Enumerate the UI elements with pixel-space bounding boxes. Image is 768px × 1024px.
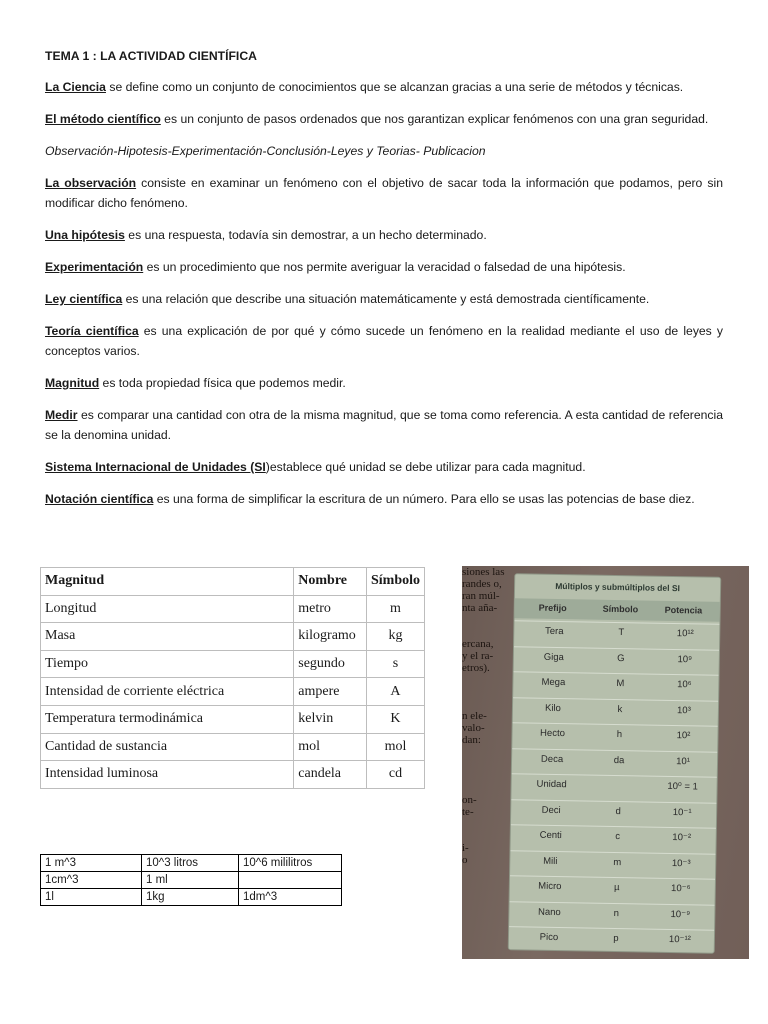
header-prefijo: Prefijo: [538, 602, 567, 614]
photo-text-line: [462, 770, 506, 782]
prefix-symbol: M: [616, 678, 625, 690]
definitions: [45, 77, 723, 509]
table-row: [41, 855, 342, 872]
simbolo-cell: mol: [366, 733, 424, 761]
definition-paragraph: [45, 257, 723, 277]
prefix-name: Hecto: [539, 727, 566, 740]
prefix-name: Giga: [543, 651, 564, 663]
photo-text-line: ran múl-: [462, 590, 500, 602]
prefix-power: 10⁻⁶: [670, 883, 691, 895]
prefix-power: 10⁻³: [671, 857, 691, 869]
magnitud-cell: Cantidad de sustancia: [41, 733, 294, 761]
definition-term: Magnitud: [45, 376, 100, 390]
simbolo-cell: K: [366, 705, 424, 733]
photo-text-line: nta aña-: [462, 602, 498, 614]
definition-paragraph: [45, 141, 723, 161]
prefix-name: Nano: [537, 906, 561, 918]
prefix-row: [510, 875, 715, 904]
nombre-cell: segundo: [294, 650, 367, 678]
definition-term: Sistema Internacional de Unidades (SI: [45, 460, 266, 474]
header-simbolo: Símbolo: [602, 603, 639, 615]
prefix-table-title: Múltiplos y submúltiplos del SI: [555, 580, 681, 594]
photo-text-line: [462, 830, 506, 842]
equivalence-cell: [239, 872, 342, 889]
definition-term: Experimentación: [45, 260, 144, 274]
equivalence-cell: 1kg: [142, 889, 239, 906]
prefix-row: [514, 646, 719, 675]
definition-paragraph: [45, 173, 723, 213]
equivalence-cell: 1dm^3: [239, 889, 342, 906]
prefix-name: Unidad: [536, 778, 567, 791]
definition-paragraph: [45, 289, 723, 309]
prefix-symbol: da: [613, 754, 625, 766]
prefix-row: [513, 671, 718, 700]
page-title: TEMA 1 : LA ACTIVIDAD CIENTÍFICA: [45, 49, 257, 63]
prefix-row: [512, 748, 717, 777]
photo-text-line: ercana,: [462, 638, 494, 650]
header-simbolo: Símbolo: [366, 568, 424, 596]
header-potencia: Potencia: [664, 604, 703, 616]
prefix-symbol: h: [616, 729, 623, 741]
photo-text-line: [462, 746, 506, 758]
prefix-name: Centi: [539, 829, 562, 842]
simbolo-cell: m: [366, 595, 424, 623]
definition-paragraph: [45, 457, 723, 477]
prefix-power: 10¹: [676, 755, 691, 767]
prefix-symbol: d: [615, 805, 621, 817]
simbolo-cell: s: [366, 650, 424, 678]
prefix-symbol: [594, 780, 644, 781]
table-row: [41, 623, 425, 651]
equivalence-cell: 1cm^3: [41, 872, 142, 889]
photo-text-line: [462, 698, 506, 710]
table-row: [41, 595, 425, 623]
photo-text-line: [462, 626, 506, 638]
photo-text-line: [462, 614, 506, 626]
prefix-power: 10²: [676, 730, 691, 742]
definition-paragraph: [45, 109, 723, 129]
prefix-symbol: k: [617, 703, 623, 715]
prefix-symbol: G: [617, 652, 625, 664]
photo-side-text: [462, 566, 506, 866]
prefix-symbol: µ: [613, 882, 620, 894]
definition-term: La observación: [45, 176, 137, 190]
photo-text-line: [462, 674, 506, 686]
magnitud-cell: Intensidad de corriente eléctrica: [41, 678, 294, 706]
document-body: [45, 46, 723, 521]
equivalence-cell: 1 ml: [142, 872, 239, 889]
magnitud-cell: Temperatura termodinámica: [41, 705, 294, 733]
prefix-name: Deci: [541, 804, 561, 816]
table-row: [41, 650, 425, 678]
nombre-cell: candela: [294, 761, 367, 789]
prefix-power: 10⁻⁹: [670, 908, 691, 920]
definition-text: )establece qué unidad se debe utilizar para cada magnitud.: [265, 460, 586, 474]
simbolo-cell: kg: [366, 623, 424, 651]
definition-text: se define como un conjunto de conocimientos que se alcanzan gracias a una serie de métodos y técnicas.: [105, 80, 684, 94]
prefix-row: [509, 901, 714, 930]
photo-text-line: [462, 758, 506, 770]
prefix-symbol: c: [615, 831, 621, 843]
prefix-row: [511, 773, 716, 802]
table-row: [41, 761, 425, 789]
definition-paragraph: [45, 405, 723, 445]
prefix-row: [512, 722, 717, 751]
simbolo-cell: A: [366, 678, 424, 706]
header-magnitud: Magnitud: [41, 568, 294, 596]
prefix-power: 10⁰ = 1: [667, 780, 698, 793]
definition-term: Ley científica: [45, 292, 123, 306]
prefix-name: Tera: [544, 625, 564, 638]
definition-text: es una forma de simplificar la escritura de un número. Para ello se usas las potencias de base diez.: [153, 492, 695, 506]
table-row: [41, 889, 342, 906]
table-header-row: [41, 568, 425, 596]
photo-text-line: valo-: [462, 722, 485, 734]
photo-text-line: [462, 782, 506, 794]
definition-paragraph: [45, 373, 723, 393]
nombre-cell: kilogramo: [294, 623, 367, 651]
prefix-power: 10¹²: [676, 628, 694, 640]
photo-text-line: etros).: [462, 662, 490, 674]
photo-text-line: o: [462, 854, 468, 866]
simbolo-cell: cd: [366, 761, 424, 789]
definition-term: Una hipótesis: [45, 228, 125, 242]
prefix-name: Mega: [541, 676, 566, 689]
definition-text: es comparar una cantidad con otra de la misma magnitud, que se toma como referencia. A esta cantidad de referencia se la denomina unidad.: [45, 408, 723, 442]
definition-text: consiste en examinar un fenómeno con el objetivo de sacar toda la información que podamos, pero sin modificar dicho fenómeno.: [45, 176, 723, 210]
prefix-power: 10³: [676, 704, 691, 716]
equivalence-cell: 10^6 mililitros: [239, 855, 342, 872]
prefix-power: 10⁻¹²: [668, 933, 691, 946]
prefix-table-header: [515, 598, 720, 622]
prefix-power: 10⁻¹: [672, 806, 692, 818]
photo-text-line: [462, 686, 506, 698]
photo-text-line: siones las: [462, 566, 505, 578]
photo-text-line: te-: [462, 806, 474, 818]
equivalence-table: [40, 854, 342, 906]
prefix-row: [509, 926, 714, 955]
definition-text: es una relación que describe una situación matemáticamente y está demostrada científicamente.: [122, 292, 650, 306]
prefix-row: [510, 850, 715, 879]
magnitud-cell: Masa: [41, 623, 294, 651]
definition-term: La Ciencia: [45, 80, 106, 94]
photo-text-line: on-: [462, 794, 477, 806]
definition-term: Teoría científica: [45, 324, 139, 338]
prefix-symbol: T: [618, 627, 625, 639]
table-row: [41, 872, 342, 889]
definition-text: Observación-Hipotesis-Experimentación-Conclusión-Leyes y Teorias- Publicacion: [45, 144, 486, 158]
prefix-power: 10⁶: [677, 679, 692, 691]
table-row: [41, 678, 425, 706]
prefix-power: 10⁻²: [672, 832, 692, 844]
photo-text-line: i-: [462, 842, 469, 854]
definition-term: Medir: [45, 408, 78, 422]
prefix-power: 10⁹: [677, 653, 693, 665]
prefix-name: Kilo: [544, 702, 561, 714]
photo-text-line: randes o,: [462, 578, 502, 590]
definition-text: es un conjunto de pasos ordenados que nos garantizan explicar fenómenos con una gran seguridad.: [160, 112, 709, 126]
prefix-name: Pico: [539, 931, 559, 944]
prefix-row: [514, 620, 719, 649]
photo-text-line: dan:: [462, 734, 481, 746]
definition-text: es toda propiedad física que podemos medir.: [99, 376, 346, 390]
prefix-name: Micro: [538, 880, 562, 893]
prefix-row: [513, 697, 718, 726]
definition-text: es una respuesta, todavía sin demostrar, a un hecho determinado.: [124, 228, 487, 242]
textbook-photo: [462, 566, 749, 959]
nombre-cell: mol: [294, 733, 367, 761]
prefix-name: Deca: [540, 753, 564, 765]
prefix-table: [509, 574, 721, 953]
definition-term: El método científico: [45, 112, 161, 126]
photo-text-line: n ele-: [462, 710, 487, 722]
nombre-cell: kelvin: [294, 705, 367, 733]
table-row: [41, 705, 425, 733]
magnitud-cell: Tiempo: [41, 650, 294, 678]
definition-text: es un procedimiento que nos permite averiguar la veracidad o falsedad de una hipótesis.: [143, 260, 626, 274]
definition-paragraph: [45, 489, 723, 509]
photo-text-line: y el ra-: [462, 650, 494, 662]
magnitud-cell: Longitud: [41, 595, 294, 623]
nombre-cell: metro: [294, 595, 367, 623]
magnitud-cell: Intensidad luminosa: [41, 761, 294, 789]
table-row: [41, 733, 425, 761]
prefix-row: [510, 824, 715, 853]
equivalence-cell: 10^3 litros: [142, 855, 239, 872]
definition-paragraph: [45, 321, 723, 361]
definition-paragraph: [45, 225, 723, 245]
prefix-symbol: m: [613, 856, 622, 868]
header-nombre: Nombre: [294, 568, 367, 596]
equivalence-cell: 1 m^3: [41, 855, 142, 872]
nombre-cell: ampere: [294, 678, 367, 706]
equivalence-cell: 1l: [41, 889, 142, 906]
definition-text: es una explicación de por qué y cómo sucede un fenómeno en la realidad mediante el uso de leyes y conceptos varios.: [45, 324, 724, 358]
si-units-table: [40, 567, 425, 789]
prefix-symbol: p: [613, 933, 619, 945]
definition-paragraph: [45, 77, 723, 97]
prefix-symbol: n: [613, 907, 620, 919]
prefix-row: [511, 799, 716, 828]
prefix-name: Mili: [543, 855, 558, 867]
definition-term: Notación científica: [45, 492, 154, 506]
photo-text-line: [462, 818, 506, 830]
